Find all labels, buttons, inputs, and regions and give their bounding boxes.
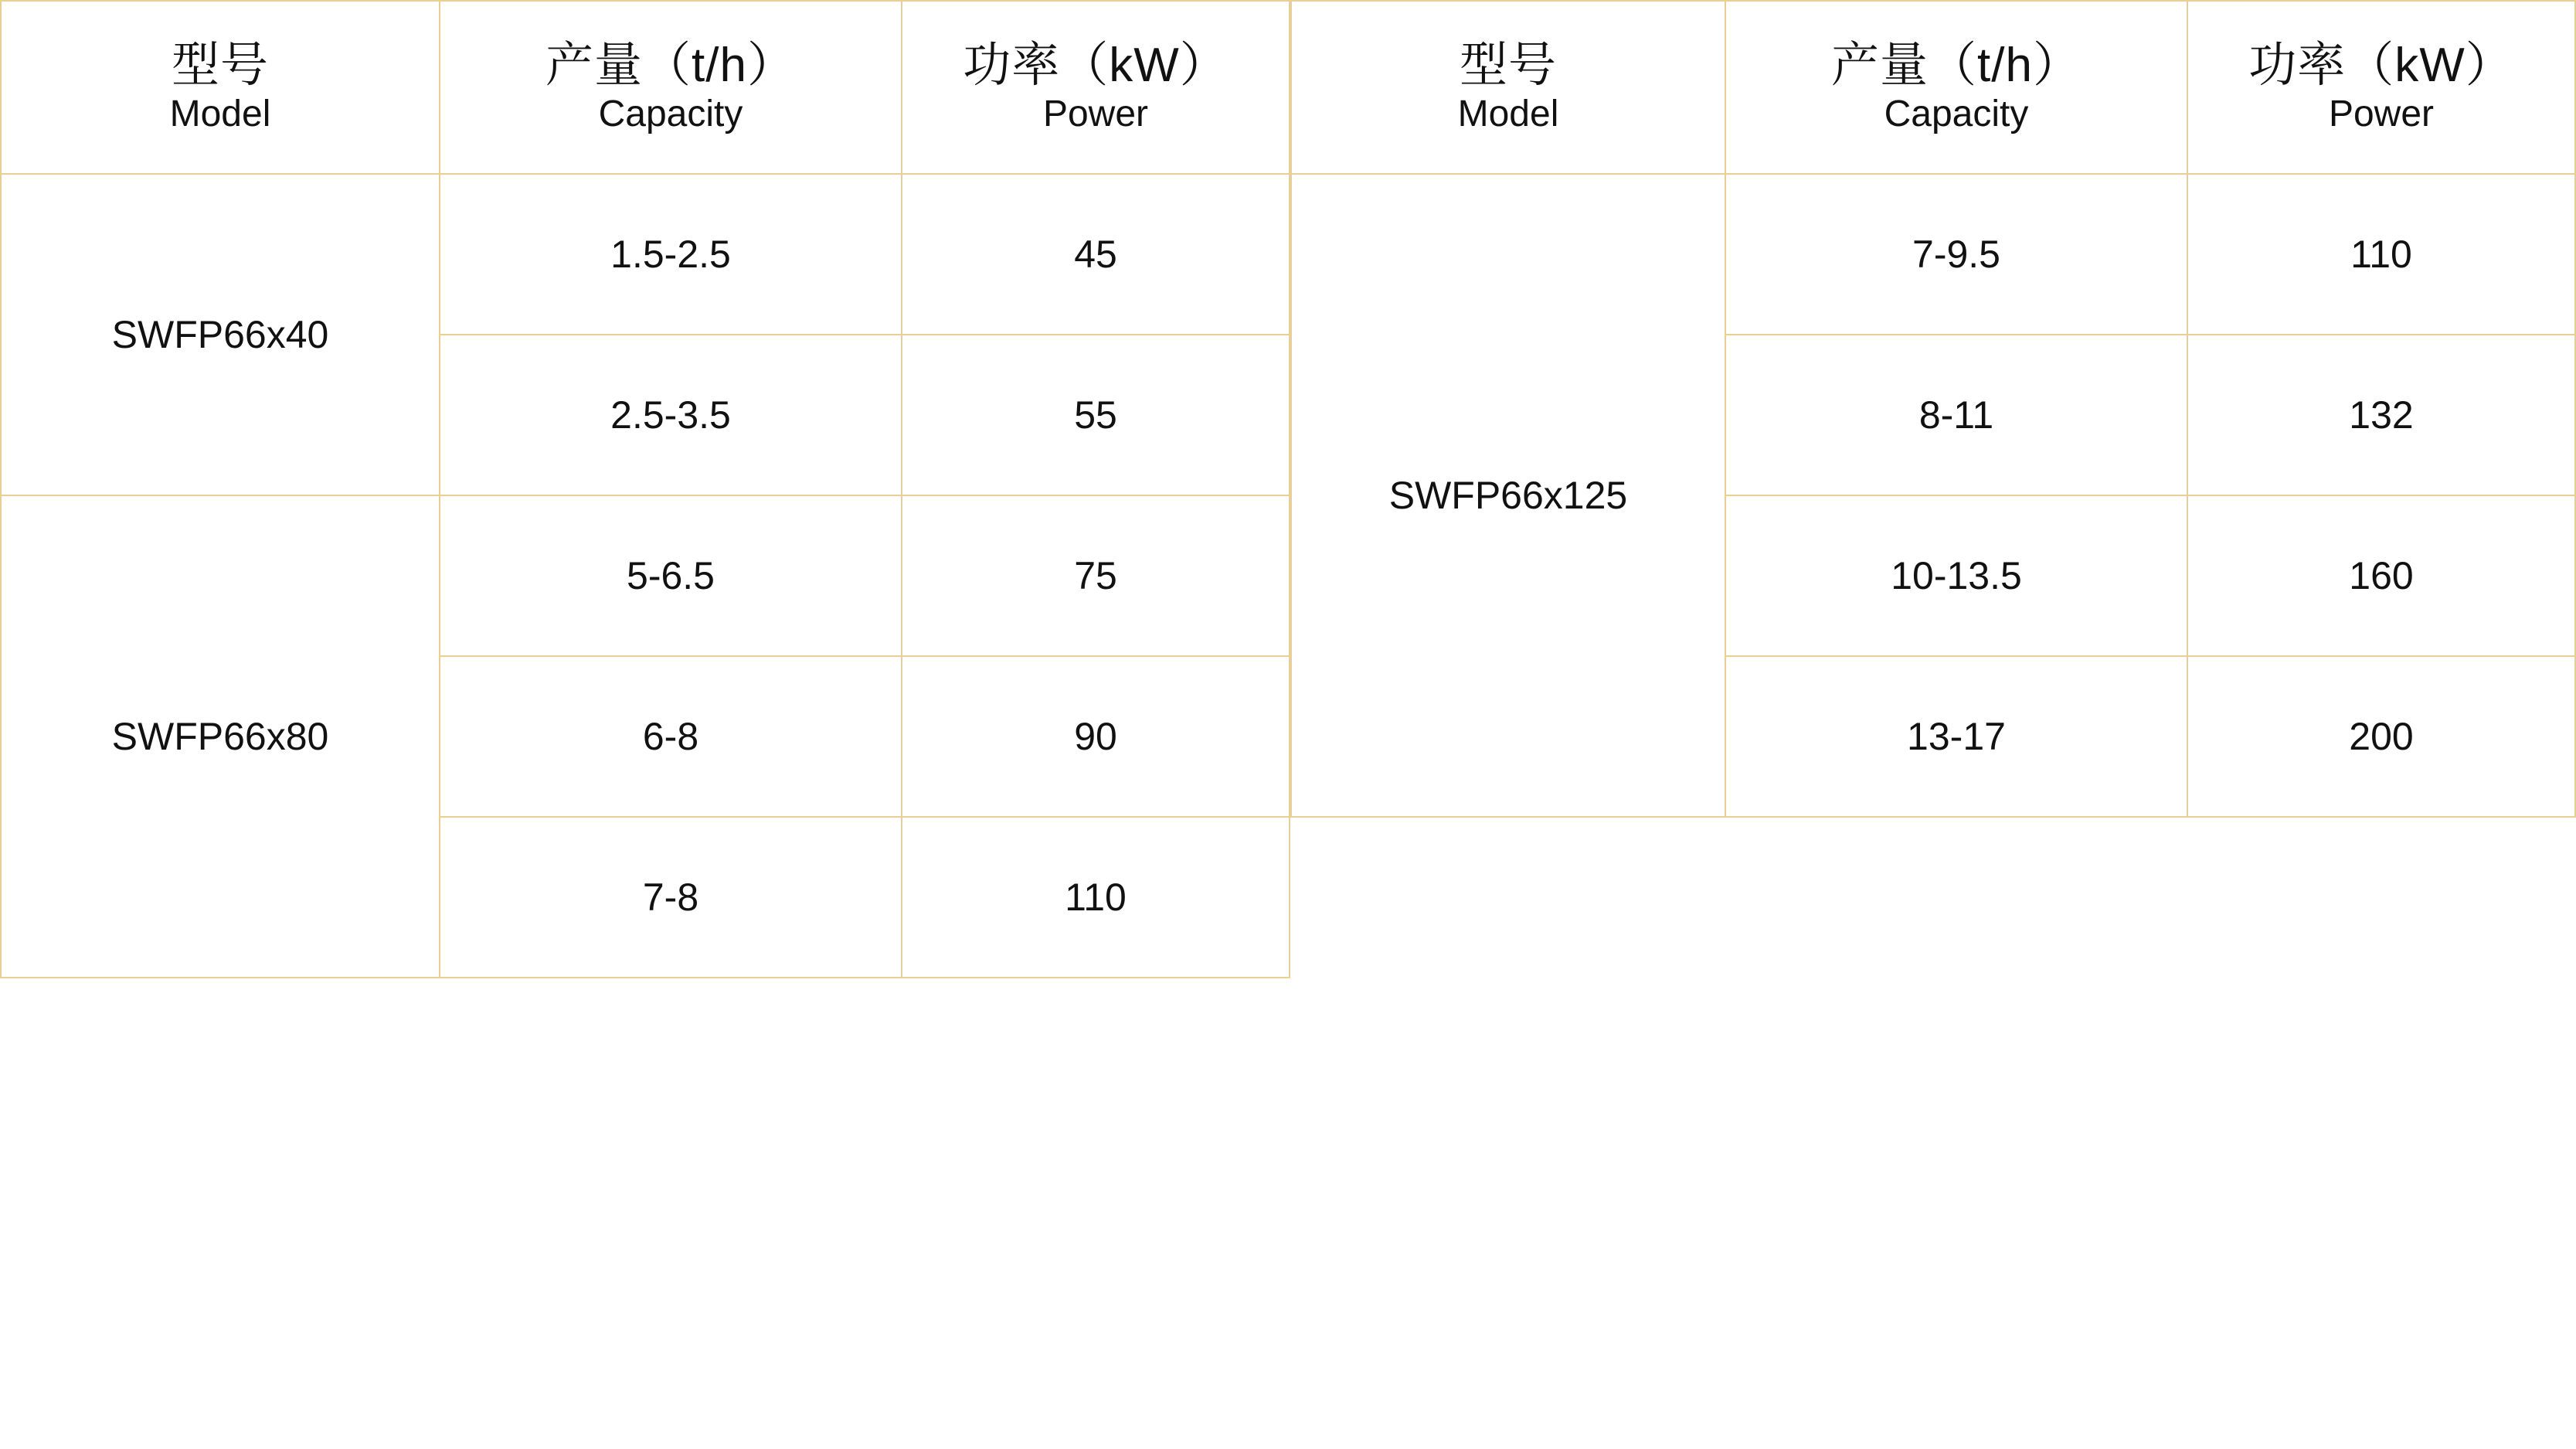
header-model-en: Model — [169, 94, 271, 135]
header-power-cn: 功率（kW） — [963, 39, 1229, 93]
capacity-cell: 7-8 — [440, 817, 902, 978]
power-cell: 75 — [902, 495, 1290, 656]
header-capacity — [440, 1, 902, 174]
header-model-en: Model — [1457, 94, 1559, 135]
capacity-cell: 6-8 — [440, 656, 902, 817]
power-cell: 200 — [2187, 656, 2575, 817]
header-model — [1, 1, 440, 174]
capacity-cell: 5-6.5 — [440, 495, 902, 656]
power-cell: 90 — [902, 656, 1290, 817]
right-table-body — [1291, 174, 2575, 817]
header-power — [902, 1, 1290, 174]
table-header-row — [1291, 1, 2575, 174]
table-header-row — [1, 1, 1290, 174]
left-table-body — [1, 174, 1290, 978]
header-capacity — [1725, 1, 2187, 174]
table-row — [1, 174, 1290, 335]
power-cell: 110 — [902, 817, 1290, 978]
header-power-cn: 功率（kW） — [2248, 39, 2514, 93]
header-power-en: Power — [2328, 94, 2435, 135]
model-cell: SWFP66x125 — [1291, 174, 1725, 817]
capacity-cell: 13-17 — [1725, 656, 2187, 817]
header-capacity-en: Capacity — [598, 94, 743, 135]
power-cell: 110 — [2187, 174, 2575, 335]
right-table-wrapper — [1290, 0, 2576, 818]
power-cell: 132 — [2187, 335, 2575, 495]
header-capacity-cn: 产量（t/h） — [1831, 39, 2082, 93]
header-model-cn: 型号 — [171, 39, 269, 93]
header-model — [1291, 1, 1725, 174]
capacity-cell: 8-11 — [1725, 335, 2187, 495]
capacity-cell: 10-13.5 — [1725, 495, 2187, 656]
capacity-cell: 7-9.5 — [1725, 174, 2187, 335]
left-spec-table — [0, 0, 1290, 978]
model-cell: SWFP66x80 — [1, 495, 440, 978]
header-capacity-cn: 产量（t/h） — [545, 39, 796, 93]
model-cell: SWFP66x40 — [1, 174, 440, 495]
power-cell: 45 — [902, 174, 1290, 335]
left-table-header — [1, 1, 1290, 174]
right-table-header — [1291, 1, 2575, 174]
power-cell: 160 — [2187, 495, 2575, 656]
table-row — [1, 495, 1290, 656]
blank-area — [0, 978, 2576, 1442]
header-power-en: Power — [1042, 94, 1149, 135]
capacity-cell: 1.5-2.5 — [440, 174, 902, 335]
right-spec-table — [1290, 0, 2576, 818]
header-power — [2187, 1, 2575, 174]
header-capacity-en: Capacity — [1884, 94, 2029, 135]
power-cell: 55 — [902, 335, 1290, 495]
header-model-cn: 型号 — [1459, 39, 1557, 93]
table-row — [1291, 174, 2575, 335]
capacity-cell: 2.5-3.5 — [440, 335, 902, 495]
